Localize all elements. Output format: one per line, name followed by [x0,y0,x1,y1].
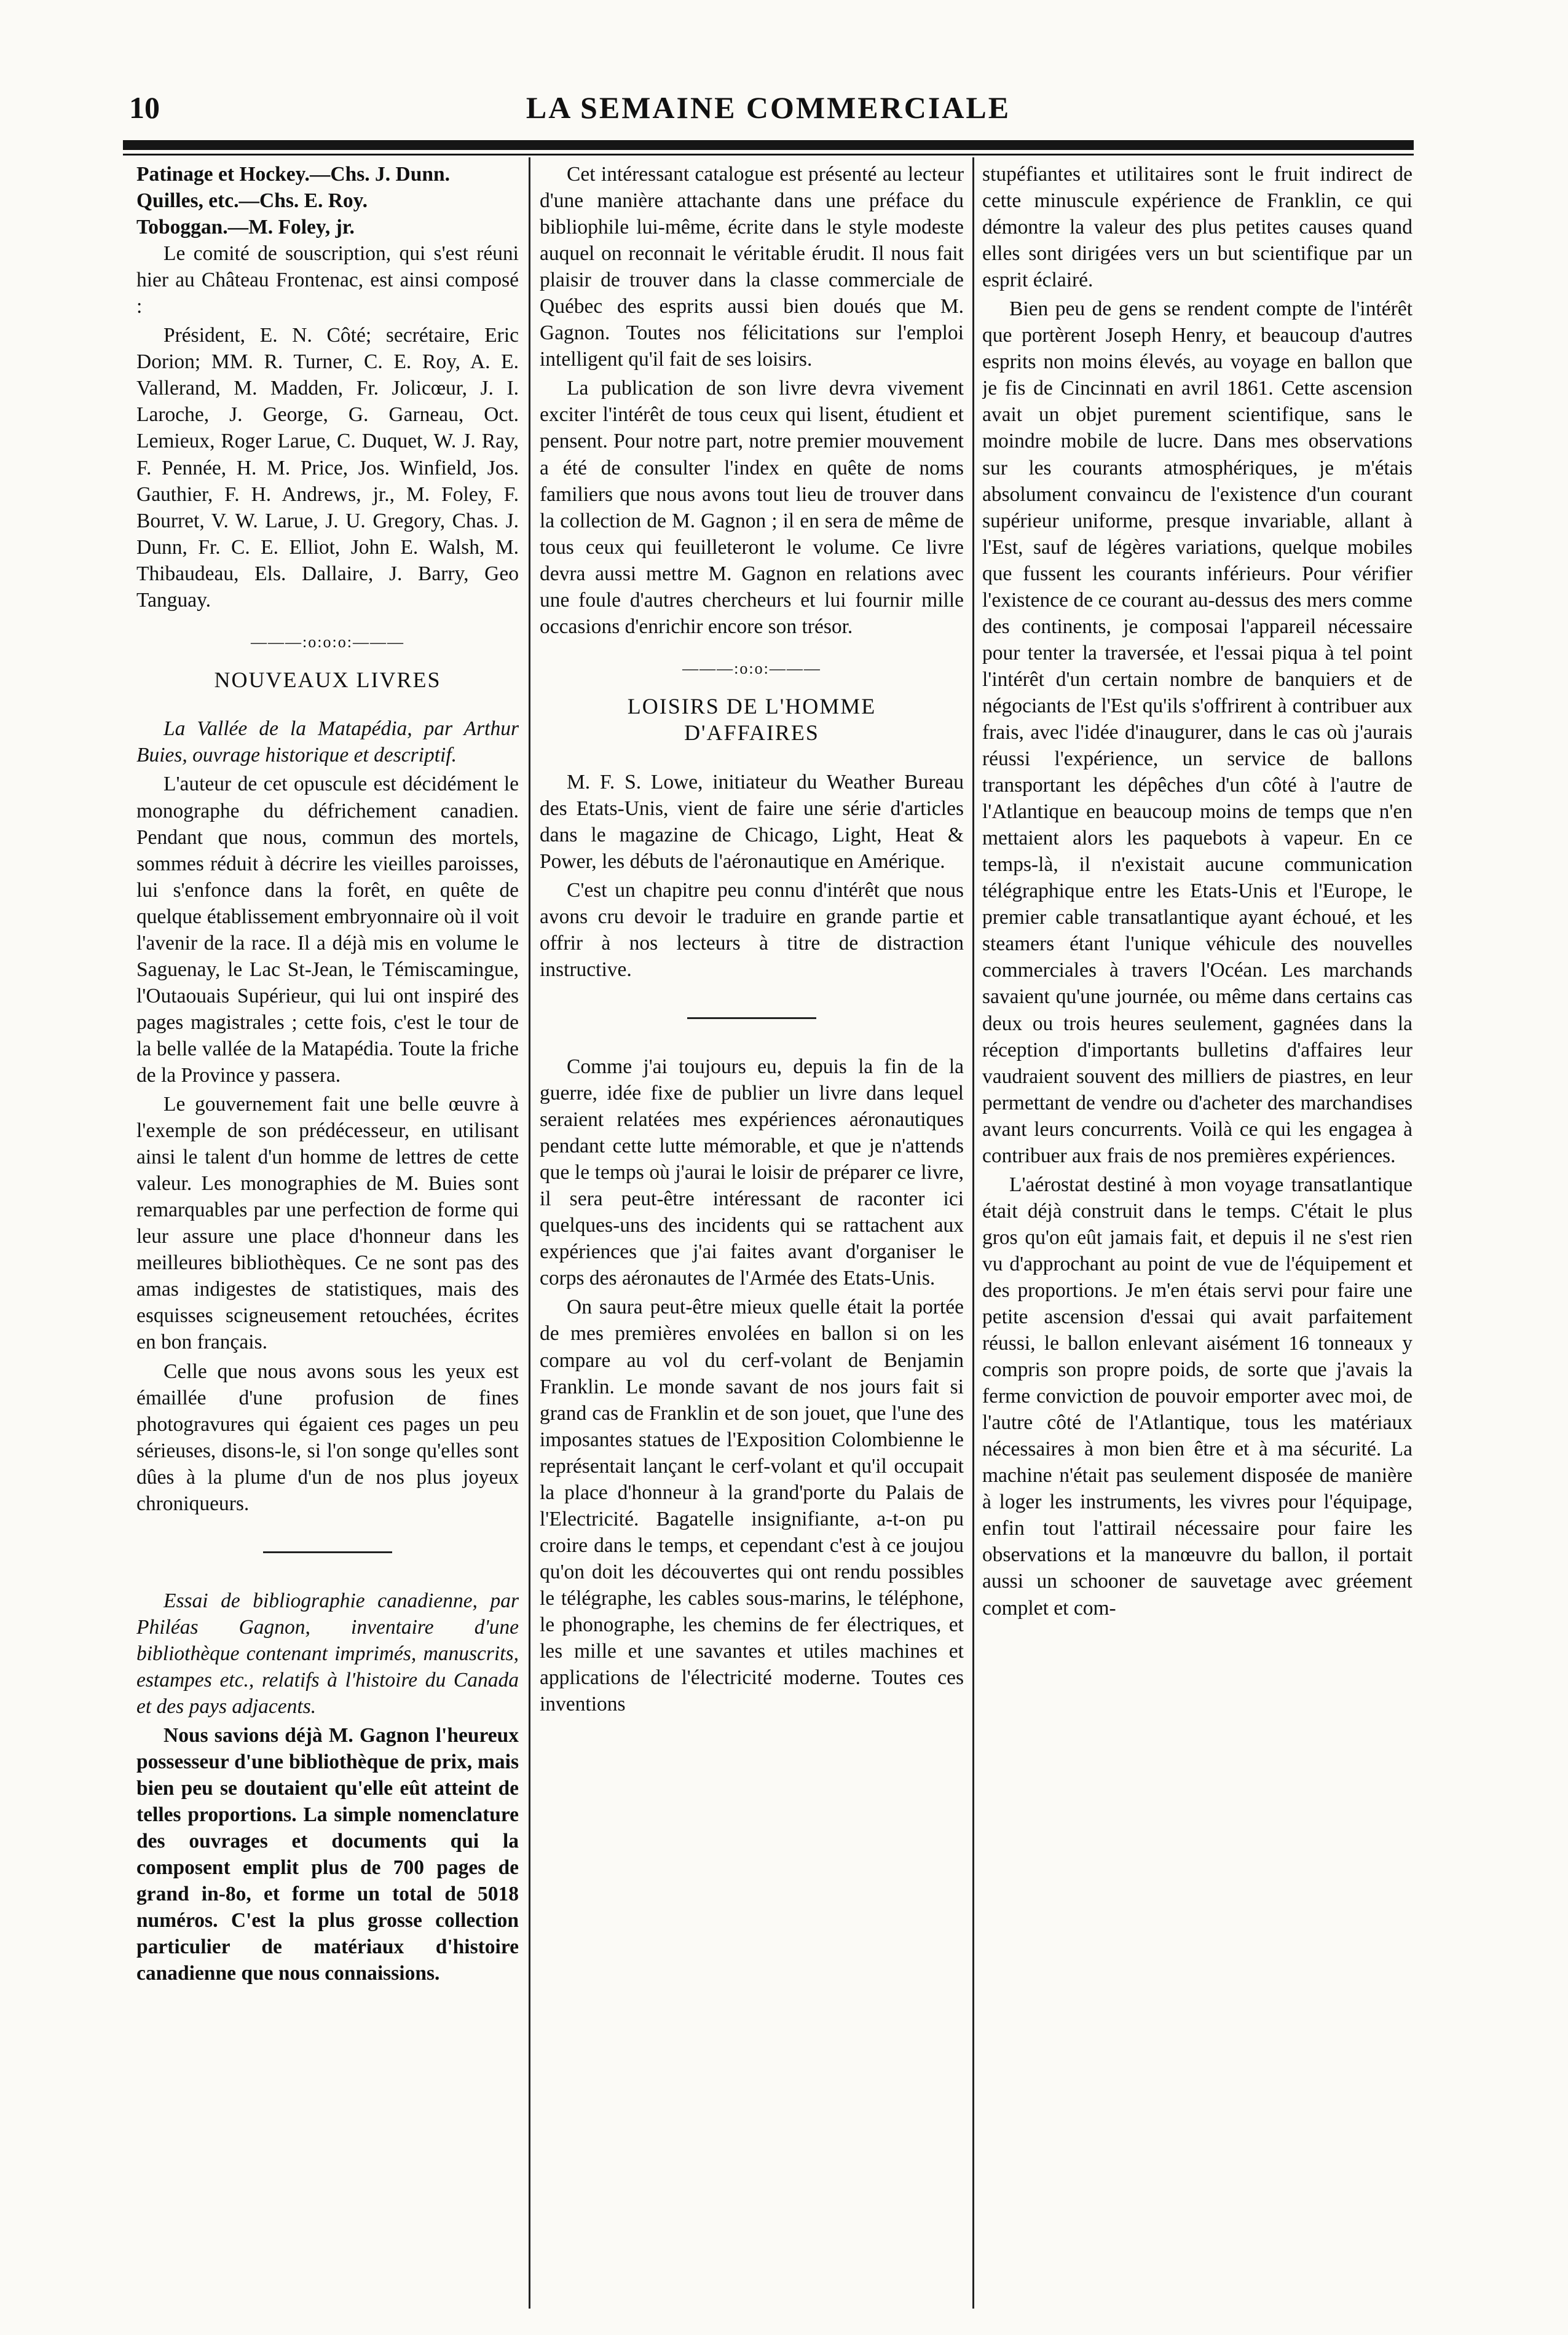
column-separator [529,157,530,2309]
article-paragraph: Cet intéressant catalogue est présenté au lecteur d'une manière attachante dans une préface du bibliophile lui-même, écrite dans le style modeste auquel on reconnait le véritable érudit. Il nous fait plaisir de trouver dans la classe commerciale de Québec des esprits aussi bien doués que M. Gagnon. Toutes nos félicitations sur l'emploi intelligent qu'il fait de ses loisirs. [540,163,964,371]
article-paragraph: Celle que nous avons sous les yeux est émaillée d'une profusion de fines photogravures qui égaient ces pages un peu sérieuses, disons-le, si l'on songe qu'elles sont dûes à la plume d'un de nos plus joyeux chroniqueurs. [136,1360,519,1515]
section-heading [540,693,964,746]
section-ornament: ———:o:o:——— [682,659,821,677]
article-paragraph: L'aérostat destiné à mon voyage transatlantique était déjà construit dans le temps. C'était le plus gros qu'on eût jamais fait, et depuis il ne s'est rien vu d'approchant au point de vue de l'équipement et des proportions. Je m'en étais servi pour faire une petite ascension d'essai qui avait parfaitement réussi, le ballon enlevant aisément 16 tonneaux y compris son propre poids, de sorte que j'avais la ferme conviction de pouvoir emporter avec moi, de l'autre côté de l'Atlantique, tous les matériaux nécessaires à mon bien être et à ma sécurité. La machine n'était pas seulement disposée de manière à loger les instruments, les vivres pour l'équipage, enfin tout l'attirail nécessaire pour faire les observations et la manœuvre du ballon, il portait aussi un schooner de sauvetage avec gréement complet et com- [982,1173,1412,1620]
heading-line: D'AFFAIRES [684,720,819,746]
header-rule-thin [123,154,1414,156]
heading-line: LOISIRS DE L'HOMME [627,694,877,719]
column-3 [982,161,1412,2294]
article-paragraph: L'auteur de cet opuscule est décidément le monographe du défrichement canadien. Pendant que nous, commun des mortels, sommes réduit à décrire les vieilles paroisses, lui s'enfonce dans la forêt, en quête de quelque établissement embryonnaire où il voit l'avenir de la race. Il a déjà mis en volume le Saguenay, le Lac St-Jean, le Témiscamingue, l'Outaouais Supérieur, qui lui ont inspiré des pages magistrales ; cette fois, c'est le tour de la belle vallée de la Matapédia. Toute la friche de la Province y passera. [136,773,519,1087]
sport-line: Quilles, etc.—Chs. E. Roy. [136,189,368,213]
article-paragraph: Nous savions déjà M. Gagnon l'heureux possesseur d'une bibliothèque de prix, mais bien peu se doutaient qu'elle eût atteint de telles proportions. La simple nomenclature des ouvrages et documents qui la composent emplit plus de 700 pages de grand in-8o, et forme un total de 5018 numéros. C'est la plus grosse collection particulier de matériaux d'histoire canadienne que nous connaissions. [136,1724,519,1985]
article-paragraph: Bien peu de gens se rendent compte de l'intérêt que portèrent Joseph Henry, et beaucoup d'autres esprits non moins élevés, au voyage en ballon que je fis de Cincinnati en avril 1861. Cette ascension avait un objet purement scientifique, sans le moindre mobile de lucre. Dans mes observations sur les courants atmosphériques, je m'étais absolument convaincu de l'existence d'un courant supérieur uniforme, presque invariable, allant à l'Est, sauf de légères variations, quelque mobiles que fussent les courants inférieurs. Pour vérifier l'existence de ce courant au-dessus des mers comme des continents, je composai l'appareil nécessaire pour tenter la traversée, et l'essai piqua à tel point l'intérêt d'un certain nombre de banquiers et de négociants de l'Est qu'ils s'offrirent à contribuer aux frais, avec l'idée d'inaugurer, dans le cas où j'aurais réussi l'expérience, un service de ballons transportant les dépêches d'un côté à l'autre de l'Atlantique en beaucoup moins de temps que n'en mettaient alors les paquebots à vapeur. En ce temps-là, il n'existait aucune communication télégraphique entre les Etats-Unis et l'Europe, le premier cable transatlantique ayant échoué, et les steamers étant l'unique véhicule des nouvelles commerciales à travers l'Océan. Les marchands savaient qu'une journée, ou même dans certains cas deux ou trois heures seulement, gagnées dans la réception d'importants bulletins d'affaires leur vaudraient souvent des milliers de piastres, en leur permettant de vendre ou d'acheter des marchandises avant leurs concurrents. Voilà ce qui les engagea à contribuer aux frais de nos premières expériences. [982,297,1412,1167]
article-paragraph: On saura peut-être mieux quelle était la portée de mes premières envolées en ballon si on les compare au vol du cerf-volant de Benjamin Franklin. Le monde savant de nos jours fait si grand cas de Franklin et de son jouet, que l'une des imposantes statues de l'Exposition Colombienne le représentait lançant le cerf-volant et qu'il occupait la place d'honneur à la grand'porte du Palais de l'Electricité. Bagatelle insignifiante, a-t-on pu croire dans le temps, et cependant c'est à ce joujou qu'on doit les découvertes qui ont rendu possibles le télégraphe, les cables sous-marins, le téléphone, le phonographe, les chemins de fer électriques, et les mille et une savantes et utiles machines et applications de l'électricité moderne. Toutes ces inventions [540,1296,964,1716]
committee-paragraph: Le comité de souscription, qui s'est réuni hier au Château Frontenac, est ainsi composé : [136,242,519,318]
sport-line: Toboggan.—M. Foley, jr. [136,216,355,239]
page-number: 10 [129,90,160,125]
article-paragraph: M. F. S. Lowe, initiateur du Weather Bureau des Etats-Unis, vient de faire une série d'articles dans le magazine de Chicago, Light, Heat & Power, les débuts de l'aéronautique en Amérique. [540,770,964,873]
header-rule-thick [123,140,1414,150]
book-title-paragraph: La Vallée de la Matapédia, par Arthur Buies, ouvrage historique et descriptif. [136,717,519,767]
article-paragraph: Le gouvernement fait une belle œuvre à l'exemple de son prédécesseur, en utilisant ainsi le talent d'un homme de lettres de cette valeur. Les monographies de M. Buies sont remarquables par une perfection de forme qui leur assure une place d'honneur dans les meilleures bibliothèques. Ce ne sont pas des amas indigestes de statistiques, mais des esquisses scigneusement retouchées, écrites en bon français. [136,1093,519,1354]
sport-line: Patinage et Hockey.—Chs. J. Dunn. [136,163,450,186]
article-paragraph: stupéfiantes et utilitaires sont le fruit indirect de cette minuscule expérience de Franklin, ce qui démontre la valeur des plus petites causes quand elles sont dirigées vers un but scientifique par un esprit éclairé. [982,163,1412,292]
short-rule [687,1017,816,1019]
book-title-paragraph: Essai de bibliographie canadienne, par Philéas Gagnon, inventaire d'une bibliothèque contenant imprimés, manuscrits, estampes etc., relatifs à l'histoire du Canada et des pays adjacents. [136,1589,519,1718]
article-paragraph: Comme j'ai toujours eu, depuis la fin de la guerre, idée fixe de publier un livre dans lequel seraient relatées mes expériences aéronautiques pendant cette lutte mémorable, et que je n'attends que le temps où j'aurai le loisir de préparer ce livre, il sera peut-être intéressant de raconter ici quelques-uns des incidents qui se rattachent aux expériences que j'ai faites avant d'organiser le corps des aéronautes de l'Armée des Etats-Unis. [540,1055,964,1290]
column-2 [540,161,964,2294]
article-paragraph: C'est un chapitre peu connu d'intérêt que nous avons cru devoir le traduire en grande partie et offrir à nos lecteurs à titre de distraction instructive. [540,878,964,981]
column-separator [972,157,974,2309]
short-rule [263,1551,392,1553]
members-paragraph: Président, E. N. Côté; secrétaire, Eric Dorion; MM. R. Turner, C. E. Roy, A. E. Vallerand, M. Madden, Fr. Jolicœur, J. I. Laroche, J. George, G. Garneau, Oct. Lemieux, Roger Larue, C. Duquet, W. J. Ray, F. Pennée, H. M. Price, Jos. Winfield, Jos. Gauthier, F. H. Andrews, jr., M. Foley, F. Bourret, V. W. Larue, J. U. Gregory, Chas. J. Dunn, Fr. C. E. Elliot, John E. Walsh, M. Thibaudeau, Els. Dallaire, J. Barry, Geo Tanguay. [136,324,519,612]
section-heading: NOUVEAUX LIVRES [214,667,441,693]
running-head: LA SEMAINE COMMERCIALE [526,90,1011,125]
article-paragraph: La publication de son livre devra vivement exciter l'intérêt de tous ceux qui lisent, étudient et pensent. Pour notre part, notre premier mouvement a été de consulter l'index en quête de noms familiers que nous avons tout lieu de trouver dans la collection de M. Gagnon ; il en sera de même de tous ceux qui feuilleteront le volume. Ce livre devra aussi mettre M. Gagnon en relations avec une foule d'autres chercheurs et lui fournir mille occasions d'enrichir encore son trésor. [540,377,964,638]
column-1 [136,161,519,2294]
page-header [117,85,1420,128]
section-ornament: ———:o:o:o:——— [251,632,404,651]
